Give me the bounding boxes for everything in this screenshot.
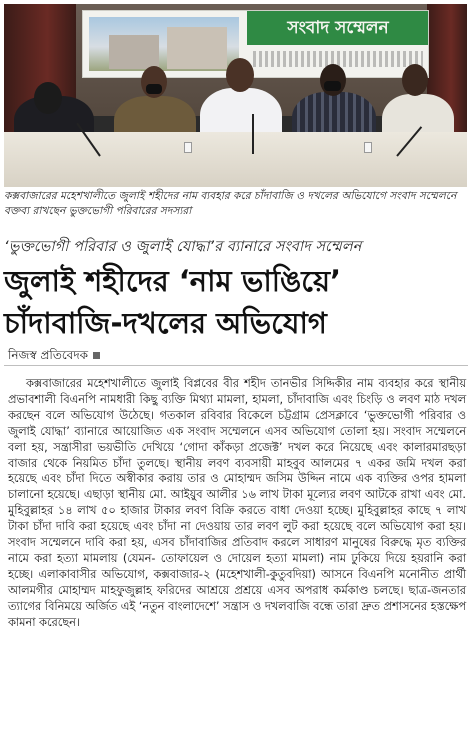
person-1-head bbox=[34, 82, 62, 114]
photo-caption: কক্সবাজারের মহেশখালীতে জুলাই শহীদের নাম ব্যবহার করে চাঁদাবাজি ও দখলের অভিযোগে সংবাদ সম্মেলনে বক্তব্য রাখছেন ভুক্তভোগী পরিবারের সদস্যরা bbox=[4, 190, 457, 217]
headline bbox=[4, 260, 469, 344]
conference-banner bbox=[82, 10, 429, 78]
person-3-head bbox=[226, 58, 254, 92]
conference-table bbox=[4, 132, 467, 187]
person-4-mask bbox=[324, 81, 341, 91]
person-5-head bbox=[402, 64, 428, 96]
divider bbox=[4, 365, 468, 366]
press-conference-photo bbox=[4, 4, 467, 187]
byline-text: নিজস্ব প্রতিবেদক bbox=[8, 348, 89, 362]
water-cup bbox=[184, 142, 192, 153]
kicker-line: ‘ভুক্তভোগী পরিবার ও জুলাই যোদ্ধা’র ব্যানারে সংবাদ সম্মেলন bbox=[4, 238, 362, 255]
byline bbox=[8, 347, 100, 363]
headline-line-2: চাঁদাবাজি-দখলের অভিযোগ bbox=[4, 306, 327, 340]
person-4-head bbox=[320, 64, 346, 96]
person-2-mask bbox=[146, 84, 162, 94]
byline-square-icon bbox=[93, 352, 100, 359]
article-paragraph: কক্সবাজারের মহেশখালীতে জুলাই বিপ্লবের বীর শহীদ তানভীর সিদ্দিকীর নাম ব্যবহার করে স্থানীয় প্রভাবশালী বিএনপি নামধারী কিছু ব্যক্তি মিথ্যা মামলা, হামলা, চাঁদাবাজি এবং চিংড়ি ও লবণ মাঠ দখল করছেন বলে অভিযোগ উঠেছে। গতকাল রবিবার বিকেলে চট্টগ্রাম প্রেসক্লাবে ‘ভুক্তভোগী পরিবার ও জুলাই যোদ্ধা’ ব্যানারে আয়োজিত এক সংবাদ সম্মেলনে এসব অভিযোগ তোলা হয়। সংবাদ সম্মেলনে বলা হয়, সন্ত্রাসীরা ভয়ভীতি দেখিয়ে ‘গোদা কাঁকড়া প্রজেক্ট’ দখল করে নিয়েছে এবং কালারমারছড়া বাজার থেকে নিয়মিত চাঁদা তুলছে। স্থানীয় লবণ ব্যবসায়ী মাহবুব আলমের ৭ একর জমি দখল করা হয়েছে এবং চাঁদা দিতে অস্বীকার করায় তার ও মোহাম্মদ জসিম উদ্দিন নামে এক ব্যক্তির ওপর হামলা চালানো হয়েছে। এছাড়া স্থানীয় মো. আইয়ুব আলীর ১৬ লাখ টাকা মূল্যের লবণ আটকে রাখা এবং মো. মুহিবুল্লাহর ১৪ লাখ ৫০ হাজার টাকার লবণ বিক্রি করতে বাধা দেওয়া হচ্ছে। মুহিবুল্লাহর কাছে ৭ লাখ টাকা চাঁদা দাবি করা হয়েছে এবং চাঁদা না দেওয়ায় তার লবণ লুট করা হয়েছে বলে অভিযোগ করা হয়। সংবাদ সম্মেলনে দাবি করা হয়, এসব চাঁদাবাজির প্রতিবাদ করলে সাধারণ মানুষের বিরুদ্ধে মৃত ব্যক্তির নামে করা হত্যা মামলায় (যেমন- তোফায়েল ও দোয়েল হত্যা মামলা) নাম ঢুকিয়ে দিয়ে হয়রানি করা হচ্ছে। এলাকাবাসীর অভিযোগ, কক্সবাজার-২ (মহেশখালী-কুতুবদিয়া) আসনে বিএনপি মনোনীত প্রার্থী আলমগীর মোহাম্মদ মাহফুজুল্লাহ ফরিদের আশ্রয়ে প্রশ্রয়ে এসব অপরাধ কর্মকাণ্ড চলছে। ছাত্র-জনতার ত্যাগের বিনিময়ে অর্জিত এই ‘নতুন বাংলাদেশে’ সন্ত্রাস ও দখলবাজি বন্ধে তারা দ্রুত প্রশাসনের হস্তক্ষেপ কামনা করেছেন। bbox=[8, 377, 466, 629]
article-body bbox=[8, 376, 466, 631]
microphone bbox=[252, 114, 254, 154]
headline-line-1: জুলাই শহীদের ‘নাম ভাঙিয়ে’ bbox=[4, 264, 342, 298]
banner-building-image bbox=[89, 17, 239, 71]
banner-title: সংবাদ সম্মেলন bbox=[287, 18, 389, 38]
water-cup bbox=[364, 142, 372, 153]
